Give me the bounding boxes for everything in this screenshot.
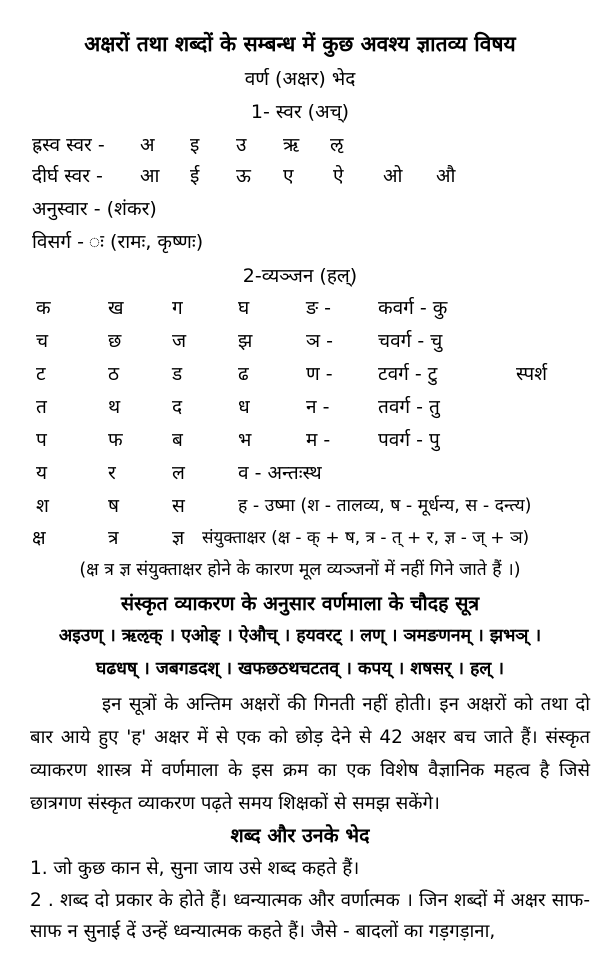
anusvar-line: अनुस्वार - (शंकर) [32,198,157,220]
antastha-cell: ल [172,462,185,484]
vyanjan-heading: 2-व्यञ्जन (हल्) [242,265,358,287]
vyanjan-cell: द [172,396,183,418]
dirgha-letter: ई [190,165,200,187]
samyukt-cell: ज्ञ [172,527,185,549]
antastha-cell: व - अन्तःस्थ [238,462,322,484]
hrasva-label: ह्रस्व स्वर - [32,134,105,156]
dirgha-letter: ओ [383,165,403,187]
ushma-cell: श [36,495,49,517]
point-2: 2 . शब्द दो प्रकार के होते हैं। ध्वन्यात्मक और वर्णात्मक । जिन शब्दों में अक्षर साफ-साफ न सुनाई दें उन्हें ध्वन्यात्मक कहते हैं। जैसे - बादलों का गड़गड़ाना, [30,890,590,942]
vyanjan-cell: तवर्ग - तु [378,396,440,418]
samyukt-note: (क्ष त्र ज्ञ संयुक्ताक्षर होने के कारण मूल व्यञ्जनों में नहीं गिने जाते हैं ।) [79,560,521,580]
sutra-line: घढधष् । जबगडदश् । खफछठथचटतव् । कपय् । शषसर् । हल् । [95,659,505,679]
page-title: अक्षरों तथा शब्दों के सम्बन्ध में कुछ अवश्य ज्ञातव्य विषय [84,32,516,56]
hrasva-letter: इ [190,134,200,156]
ushma-cell: ष [108,495,119,517]
vyanjan-cell: न - [306,396,330,418]
point-1: 1. जो कुछ कान से, सुना जाय उसे शब्द कहते हैं। [30,858,360,879]
samyukt-cell: क्ष [32,527,46,549]
vyanjan-cell: त [36,396,47,418]
vyanjan-cell: ञ - [306,330,333,352]
hrasva-letter: ऋ [283,134,300,156]
vyanjan-cell: ब [172,429,183,451]
vyanjan-cell: क [36,297,51,319]
hrasva-letter: ऌ [330,134,344,156]
dirgha-label: दीर्घ स्वर - [32,165,103,187]
hrasva-letter: अ [140,134,155,156]
vyanjan-cell: कवर्ग - कु [378,297,448,319]
vyanjan-cell: ण - [306,363,333,385]
sutra-line: अइउण् । ऋऌक् । एओङ् । ऐऔच् । हयवरट् । लण् । ञमङणनम् । झभञ् । [58,626,542,646]
vyanjan-cell: ख [108,297,124,319]
vyanjan-cell: ठ [108,363,120,385]
sutra-heading: संस्कृत व्याकरण के अनुसार वर्णमाला के चौदह सूत्र [120,592,480,615]
vyanjan-cell: पवर्ग - पु [378,429,440,451]
vyanjan-cell: झ [238,330,253,352]
swar-heading: 1- स्वर (अच्) [250,101,350,123]
samyukt-cell: त्र [108,527,119,549]
vyanjan-cell: थ [108,396,121,418]
visarg-line: विसर्ग - ः (रामः, कृष्णः) [32,231,204,253]
vyanjan-cell: ग [172,297,183,319]
hrasva-letter: उ [236,134,247,156]
vyanjan-cell: चवर्ग - चु [378,330,443,352]
shabd-heading: शब्द और उनके भेद [230,824,370,847]
sutra-paragraph: इन सूत्रों के अन्तिम अक्षरों की गिनती नहीं होती। इन अक्षरों को तथा दो बार आये हुए 'ह' अक्षर में से एक को छोड़ देने से 42 अक्षर बच जाते हैं। संस्कृत व्याकरण शास्त्र में वर्णमाला के इस क्रम का एक विशेष वैज्ञानिक महत्व है जिसे छात्रगण संस्कृत व्याकरण पढ़ते समय शिक्षकों से समझ सकेंगे। [30,694,590,814]
antastha-cell: य [36,462,48,484]
dirgha-letter: ए [283,165,294,187]
antastha-cell: र [108,462,116,484]
dirgha-letter: ऐ [333,165,344,187]
varna-heading: वर्ण (अक्षर) भेद [244,68,356,90]
vyanjan-cell: ङ - [306,297,331,319]
ushma-cell: ह - उष्मा (श - तालव्य, ष - मूर्धन्य, स - दन्त्य) [238,496,532,516]
vyanjan-cell: ज [172,330,187,352]
dirgha-letter: आ [140,165,160,187]
sparsh-label: स्पर्श [516,363,548,385]
vyanjan-cell: ढ [238,363,249,385]
ushma-cell: स [172,495,185,517]
vyanjan-cell: च [36,330,49,352]
vyanjan-cell: ध [238,396,250,418]
vyanjan-cell: ड [172,363,183,385]
vyanjan-cell: भ [238,429,252,451]
dirgha-letter: ऊ [236,165,251,187]
vyanjan-cell: छ [108,330,122,352]
vyanjan-cell: घ [238,297,250,319]
vyanjan-cell: फ [108,429,123,451]
samyukt-cell: संयुक्ताक्षर (क्ष - क् + ष, त्र - त् + र, ज्ञ - ज् + ञ) [202,528,530,548]
vyanjan-cell: ट [36,363,46,385]
vyanjan-cell: प [36,429,47,451]
dirgha-letter: औ [436,165,456,187]
vyanjan-cell: टवर्ग - टु [378,363,438,385]
vyanjan-cell: म - [306,429,331,451]
